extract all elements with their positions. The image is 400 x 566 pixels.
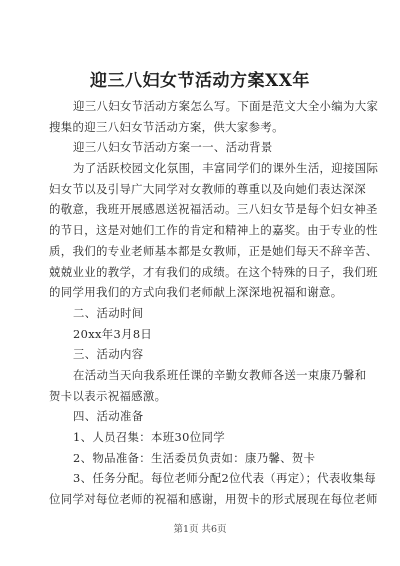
paragraph-line: 质，我们的专业老师基本都是女教师，正是她们每天不辞辛苦、 [49, 243, 378, 258]
list-item: 1、人员召集：本班30位同学 [73, 430, 225, 444]
paragraph-line: 位同学对每位老师的祝福和感谢，用贺卡的形式展现在每位老师 [49, 492, 378, 507]
paragraph-line: 妇女节以及引导广大同学对女教师的尊重以及向她们表达深深 [49, 181, 366, 196]
paragraph-line: 兢兢业业的教学，才有我们的成绩。在这个特殊的日子，我们班 [49, 264, 378, 279]
list-item: 3、任务分配。每位老师分配2位代表（再定）；代表收集每 [73, 471, 377, 486]
section-heading: 二、活动时间 [73, 305, 144, 320]
paragraph-line: 的节日，这是对她们工作的肯定和精神上的嘉奖。由于专业的性 [49, 223, 378, 238]
paragraph-line: 迎三八妇女节活动方案一一、活动背景 [73, 140, 273, 155]
paragraph-line: 搜集的迎三八妇女节活动方案，供大家参考。 [49, 119, 284, 134]
document-title: 迎三八妇女节活动方案XX年 [90, 71, 310, 91]
paragraph-line: 20xx年3月8日 [73, 326, 153, 341]
paragraph-line: 在活动当天向我系班任课的辛勤女教师各送一束康乃馨和 [73, 367, 367, 382]
paragraph-line: 的同学用我们的方式向我们老师献上深深地祝福和谢意。 [49, 285, 343, 300]
section-heading: 四、活动准备 [73, 409, 144, 424]
section-heading: 三、活动内容 [73, 347, 144, 362]
paragraph-line: 为了活跃校园文化氛围，丰富同学们的课外生活，迎接国际 [73, 161, 379, 176]
paragraph-line: 贺卡以表示祝福感激。 [49, 388, 167, 403]
document-body [49, 96, 379, 510]
paragraph-line: 的敬意，我班开展感恩送祝福活动。三八妇女节是每个妇女神圣 [49, 202, 378, 217]
paragraph-line: 迎三八妇女节活动方案怎么写。下面是范文大全小编为大家 [73, 99, 379, 113]
page-footer: 第1页 共6页 [173, 524, 227, 535]
list-item: 2、物品准备：生活委员负责如：康乃馨、贺卡 [73, 450, 316, 465]
